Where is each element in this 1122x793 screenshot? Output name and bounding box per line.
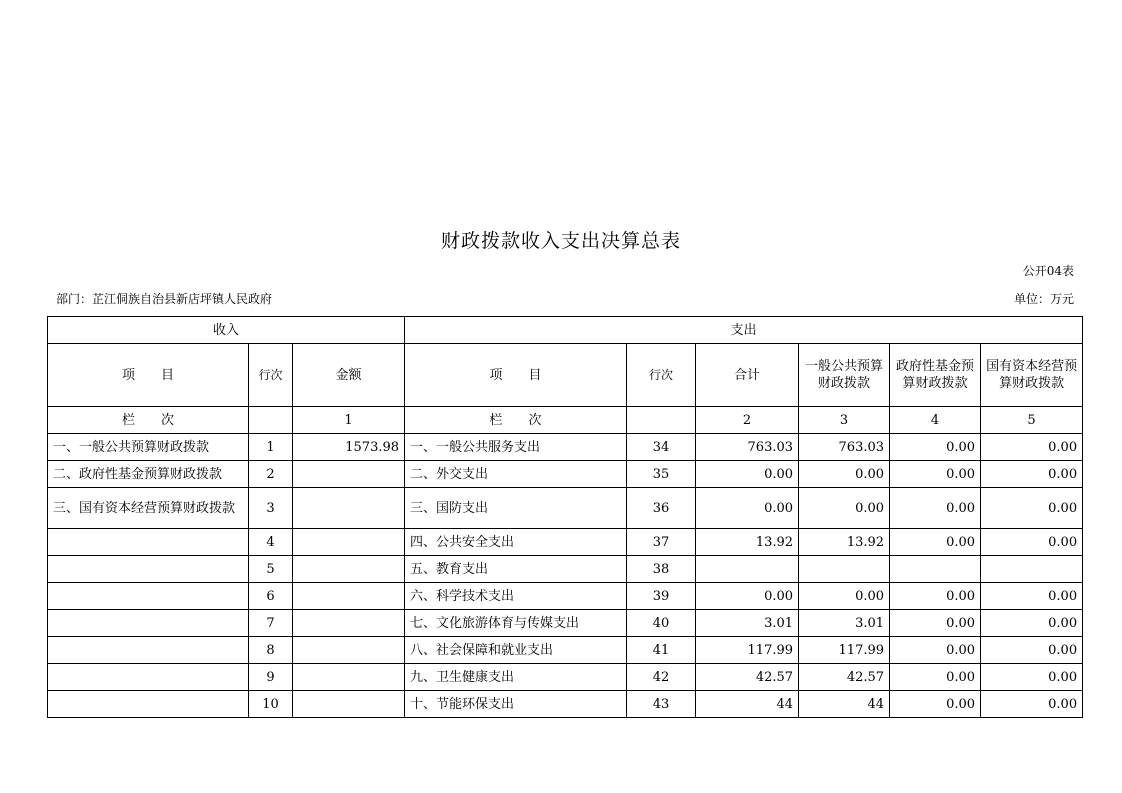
amount-header: 金额 bbox=[293, 344, 405, 407]
table-row bbox=[48, 461, 1083, 488]
income-item-cell bbox=[48, 691, 249, 718]
income-row-no-cell: 2 bbox=[249, 461, 293, 488]
expense-item-cell: 九、卫生健康支出 bbox=[405, 664, 627, 691]
income-item-cell: 一、一般公共预算财政拨款 bbox=[48, 434, 249, 461]
report-title: 财政拨款收入支出决算总表 bbox=[440, 230, 681, 252]
total-header: 合计 bbox=[696, 344, 799, 407]
column-index-empty bbox=[249, 407, 293, 434]
gov-fund-cell: 0.00 bbox=[890, 461, 981, 488]
expense-row-no-cell: 43 bbox=[627, 691, 696, 718]
general-budget-cell: 0.00 bbox=[799, 488, 890, 529]
expense-row-no-cell: 35 bbox=[627, 461, 696, 488]
state-capital-cell: 0.00 bbox=[981, 434, 1083, 461]
expense-item-cell: 二、外交支出 bbox=[405, 461, 627, 488]
expense-item-cell: 四、公共安全支出 bbox=[405, 529, 627, 556]
income-amount-cell bbox=[293, 664, 405, 691]
general-budget-cell: 3.01 bbox=[799, 610, 890, 637]
expense-row-no-header: 行次 bbox=[627, 344, 696, 407]
expense-row-no-cell: 40 bbox=[627, 610, 696, 637]
income-amount-cell bbox=[293, 556, 405, 583]
budget-table bbox=[47, 316, 1083, 718]
gov-fund-cell: 0.00 bbox=[890, 610, 981, 637]
income-amount-cell bbox=[293, 583, 405, 610]
table-row bbox=[48, 664, 1083, 691]
general-budget-cell bbox=[799, 556, 890, 583]
general-budget-cell: 0.00 bbox=[799, 583, 890, 610]
gov-fund-cell: 0.00 bbox=[890, 529, 981, 556]
general-budget-cell: 0.00 bbox=[799, 461, 890, 488]
expense-row-no-cell: 38 bbox=[627, 556, 696, 583]
expense-row-no-cell: 41 bbox=[627, 637, 696, 664]
gov-fund-cell: 0.00 bbox=[890, 488, 981, 529]
total-cell: 117.99 bbox=[696, 637, 799, 664]
state-capital-cell: 0.00 bbox=[981, 610, 1083, 637]
expense-row-no-cell: 39 bbox=[627, 583, 696, 610]
income-row-no-cell: 1 bbox=[249, 434, 293, 461]
expense-item-cell: 五、教育支出 bbox=[405, 556, 627, 583]
income-row-no-cell: 3 bbox=[249, 488, 293, 529]
total-cell: 0.00 bbox=[696, 583, 799, 610]
income-row-no-cell: 7 bbox=[249, 610, 293, 637]
gov-fund-cell bbox=[890, 556, 981, 583]
table-row bbox=[48, 556, 1083, 583]
income-item-cell bbox=[48, 664, 249, 691]
column-index-label-left: 栏 次 bbox=[48, 407, 249, 434]
income-item-cell: 二、政府性基金预算财政拨款 bbox=[48, 461, 249, 488]
income-item-cell bbox=[48, 610, 249, 637]
income-amount-cell bbox=[293, 461, 405, 488]
table-row bbox=[48, 583, 1083, 610]
state-capital-cell: 0.00 bbox=[981, 691, 1083, 718]
table-row bbox=[48, 637, 1083, 664]
income-item-cell bbox=[48, 583, 249, 610]
table-row bbox=[48, 691, 1083, 718]
gov-fund-cell: 0.00 bbox=[890, 434, 981, 461]
income-item-cell bbox=[48, 529, 249, 556]
expense-item-cell: 三、国防支出 bbox=[405, 488, 627, 529]
income-row-no-cell: 4 bbox=[249, 529, 293, 556]
expense-item-cell: 六、科学技术支出 bbox=[405, 583, 627, 610]
gov-fund-cell: 0.00 bbox=[890, 664, 981, 691]
column-index-3: 3 bbox=[799, 407, 890, 434]
expense-section-header: 支出 bbox=[405, 317, 1083, 344]
income-item-header: 项 目 bbox=[48, 344, 249, 407]
income-row-no-cell: 8 bbox=[249, 637, 293, 664]
expense-row-no-cell: 34 bbox=[627, 434, 696, 461]
table-row bbox=[48, 610, 1083, 637]
gov-fund-cell: 0.00 bbox=[890, 691, 981, 718]
income-row-no-cell: 10 bbox=[249, 691, 293, 718]
general-budget-cell: 13.92 bbox=[799, 529, 890, 556]
column-index-1: 1 bbox=[293, 407, 405, 434]
state-capital-cell: 0.00 bbox=[981, 488, 1083, 529]
column-index-empty bbox=[627, 407, 696, 434]
total-cell: 0.00 bbox=[696, 488, 799, 529]
form-code: 公开04表 bbox=[1022, 264, 1074, 278]
total-cell: 0.00 bbox=[696, 461, 799, 488]
column-index-label-right: 栏 次 bbox=[405, 407, 627, 434]
income-amount-cell bbox=[293, 488, 405, 529]
state-capital-header: 国有资本经营预算财政拨款 bbox=[981, 344, 1083, 407]
department-label: 部门：芷江侗族自治县新店坪镇人民政府 bbox=[56, 292, 273, 306]
state-capital-cell: 0.00 bbox=[981, 529, 1083, 556]
state-capital-cell: 0.00 bbox=[981, 583, 1083, 610]
total-cell: 763.03 bbox=[696, 434, 799, 461]
column-index-5: 5 bbox=[981, 407, 1083, 434]
income-row-no-cell: 5 bbox=[249, 556, 293, 583]
column-index-4: 4 bbox=[890, 407, 981, 434]
expense-row-no-cell: 37 bbox=[627, 529, 696, 556]
expense-item-cell: 七、文化旅游体育与传媒支出 bbox=[405, 610, 627, 637]
gov-fund-cell: 0.00 bbox=[890, 637, 981, 664]
state-capital-cell: 0.00 bbox=[981, 637, 1083, 664]
income-amount-cell bbox=[293, 529, 405, 556]
income-item-cell bbox=[48, 637, 249, 664]
column-header-row bbox=[48, 344, 1083, 407]
expense-row-no-cell: 42 bbox=[627, 664, 696, 691]
total-cell: 42.57 bbox=[696, 664, 799, 691]
income-amount-cell bbox=[293, 691, 405, 718]
state-capital-cell: 0.00 bbox=[981, 461, 1083, 488]
income-item-cell: 三、国有资本经营预算财政拨款 bbox=[48, 488, 249, 529]
income-section-header: 收入 bbox=[48, 317, 405, 344]
state-capital-cell: 0.00 bbox=[981, 664, 1083, 691]
income-row-no-header: 行次 bbox=[249, 344, 293, 407]
general-budget-cell: 117.99 bbox=[799, 637, 890, 664]
total-cell bbox=[696, 556, 799, 583]
expense-item-cell: 八、社会保障和就业支出 bbox=[405, 637, 627, 664]
gov-fund-header: 政府性基金预算财政拨款 bbox=[890, 344, 981, 407]
expense-row-no-cell: 36 bbox=[627, 488, 696, 529]
income-item-cell bbox=[48, 556, 249, 583]
income-amount-cell bbox=[293, 610, 405, 637]
unit-label: 单位：万元 bbox=[1013, 292, 1074, 306]
state-capital-cell bbox=[981, 556, 1083, 583]
income-row-no-cell: 6 bbox=[249, 583, 293, 610]
expense-item-cell: 十、节能环保支出 bbox=[405, 691, 627, 718]
general-budget-cell: 763.03 bbox=[799, 434, 890, 461]
column-index-2: 2 bbox=[696, 407, 799, 434]
gov-fund-cell: 0.00 bbox=[890, 583, 981, 610]
income-amount-cell bbox=[293, 637, 405, 664]
total-cell: 3.01 bbox=[696, 610, 799, 637]
table-row bbox=[48, 434, 1083, 461]
column-index-row bbox=[48, 407, 1083, 434]
income-row-no-cell: 9 bbox=[249, 664, 293, 691]
income-amount-cell: 1573.98 bbox=[293, 434, 405, 461]
table-row bbox=[48, 529, 1083, 556]
table-row bbox=[48, 488, 1083, 529]
expense-item-cell: 一、一般公共服务支出 bbox=[405, 434, 627, 461]
section-header-row bbox=[48, 317, 1083, 344]
total-cell: 44 bbox=[696, 691, 799, 718]
general-budget-cell: 44 bbox=[799, 691, 890, 718]
expense-item-header: 项 目 bbox=[405, 344, 627, 407]
general-budget-cell: 42.57 bbox=[799, 664, 890, 691]
total-cell: 13.92 bbox=[696, 529, 799, 556]
general-budget-header: 一般公共预算财政拨款 bbox=[799, 344, 890, 407]
